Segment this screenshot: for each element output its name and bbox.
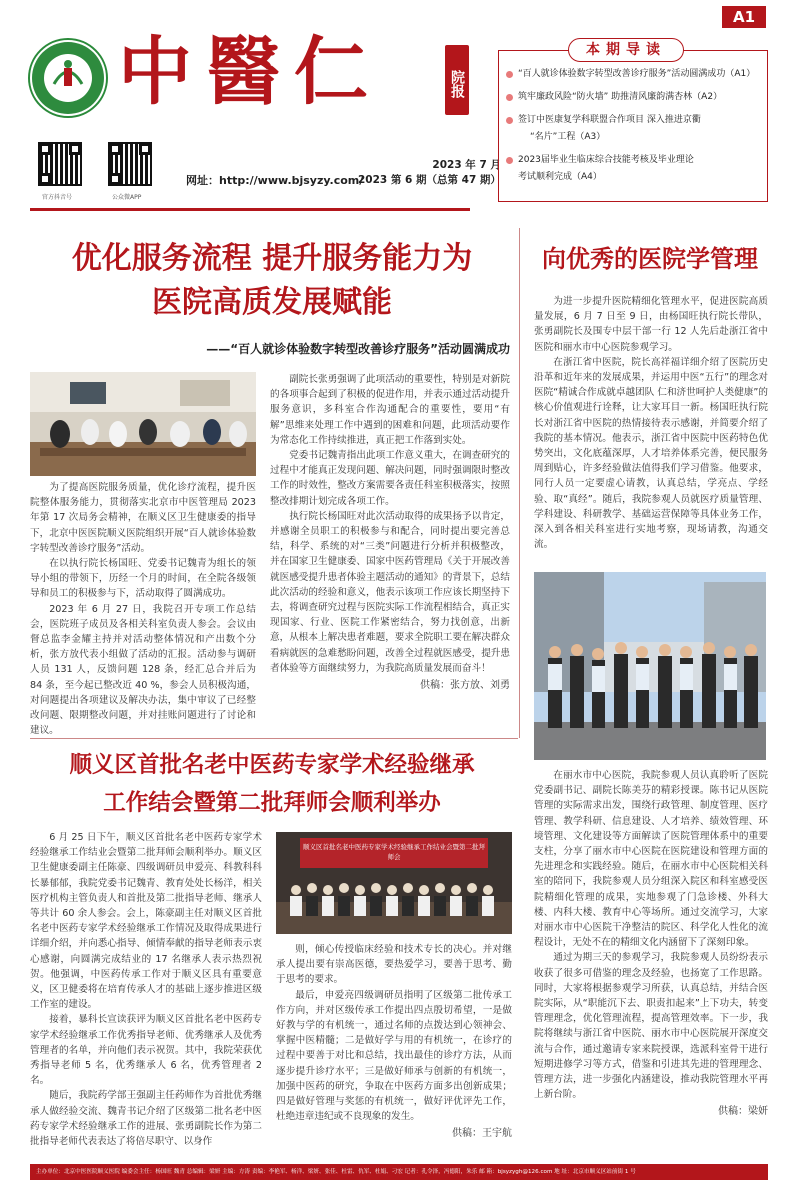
issue-date	[358, 158, 501, 188]
qr-label-douyin: 官方抖音号	[42, 194, 73, 201]
newspaper-badge: 院报	[445, 45, 469, 115]
article3-headline-line2: 工作结会暨第二批拜师会顺利举办	[103, 790, 441, 816]
newspaper-title: 中醫仁	[118, 29, 382, 115]
article1-col2: 副院长张勇强调了此项活动的重要性，特别是对新院的各项事合起到了积极的促进作用，并表示通过活动提升服务意识，多科室合作沟通配合的重要性，要用“有解”思维来处理工作中遇到的困难和问题，此项活动要作为常态化工作持续推进，真正把工作落到实处。 党委书记魏青指出此项工作意义重大，在调查研究的过程中才能真正发现问题、解决问题，同时强调限时整改工作的时效性，整改方案需要各责任科室积极落实，按照整改排期计划完成各项工作。 执行院长杨国旺对此次活动取得的成果扬予以肯定，并感谢全员职工的积极参与和配合，同时提出要完善总结，科学、系统的对“三类”问题进行分析并积极整改，并在国家卫生健康委、国家中医药管理局《关于开展改善就医感受提升患者体验主题活动的通知》的背景下，总结此次活动的经验和意义，他表示该项工作应该长期坚持下去，将调查研究过程与医院实际工作流程相结合，真正实现国家、行业、医院工作紧密结合，努力找创意，出新意，从根本上解决患者难题，要求全院职工要在解决群众看病就医的急难愁盼问题，改善全过程就医感受，提升患者体验等方面继续努力，为我院高质量发展而奋斗！ 供稿：张方放、刘勇	[270, 372, 510, 693]
article1-subhead: ——“百人就诊体验数字转型改善诊疗服务”活动圆满成功	[206, 342, 510, 356]
article2-headline: 向优秀的医院学管理	[542, 245, 758, 273]
guide-item[interactable]: 2023届毕业生临床综合技能考核及毕业理论	[506, 154, 764, 167]
website-url[interactable]: 网址：http://www.bjsyzy.com/	[186, 174, 364, 187]
article1-headline-line1: 优化服务流程 提升服务能力为	[71, 241, 473, 276]
article1-credit: 供稿：张方放、刘勇	[420, 680, 510, 692]
qr-label-app: 公众微APP	[112, 194, 142, 201]
article2-top-text: 为进一步提升医院精细化管理水平，促进医院高质量发展，6 月 7 日至 9 日，由杨国旺执行院长带队，张勇副院长及围专中层干部一行 12 人先后赴浙江省中医院和丽水市中心医院参观学习。 在浙江省中医院，院长高祥福详细介绍了医院历史沿革和近年来的发展成果，并运用中医“五行”的理念对医院“精诚合作成就卓越团队 仁和济世呵护人类健康”的核心价值观进行诠释，让大家耳目一新。杨国旺执行院长对浙江省中医院的热情接待表示感谢，并简要介绍了我院的基本情况。他表示，浙江省中医院中医药特色优势突出，文化底蕴深厚，人才培养体系完善，便民服务周到贴心，许多经验做法值得我们学习借鉴。他要求，同行人员一定要虚心请教，认真总结，学亮点、学经验、取“真经”。随后，我院参观人员就医疗质量管理、学科建设、科研教学、基础运营保障等具体业务工作，深入到各相关科室进行实地考察，现场请教，沟通交流。	[534, 296, 768, 551]
footer-bar	[30, 1164, 768, 1180]
guide-item-continued[interactable]: “名片”工程（A3）	[530, 132, 606, 142]
article3-col1: 6 月 25 日下午，顺义区首批名老中医药专家学术经验继承工作结业会暨第二批拜师会顺利举办。顺义区卫生健康委副主任陈豪、四级调研员申爱亮、科教科科长暴郁郁，我院党委书记魏青、教育处处长杨洋，相关医疗机构主管负责人和首批及第二批指导老师、继承人等共计 60 余人参会。会上，陈豪副主任对顺义区首批名老中医药专家学术经验继承工作情况及取得成果进行详细介绍，并向悉心指导、倾情奉献的指导老师表示衷心感谢，向圆满完成结业的 17 名继承人表示热烈祝贺。他强调，中医药传承工作对于顺义区具有重要意义，区卫健委将在培育传承人才的基础上逐步推进区级工作室的建设。 接着，暴科长宣读获评为顺义区首批名老中医药专家学术经验继承工作优秀指导老师、优秀继承人及优秀管理者的名单，并向他们表示祝贺。其中，我院荣获优秀指导老师 5 名，优秀继承人 6 名，优秀管理者 2 名。 随后，我院药学部王强副主任药师作为首批优秀继承人做经验交流、魏青书记介绍了区级第二批名老中医药专家学术经验继承工作的进展、张勇副院长作为第二批指导老师代表表达了将倍尽职守、以身作	[30, 832, 262, 1148]
article2-photo	[534, 572, 766, 760]
article2-bottom-text: 在丽水市中心医院，我院参观人员认真聆听了医院党委副书记、副院长陈美芬的精彩授课。陈书记从医院管理的实际需求出发，围绕行政管理、制度管理、医疗管理、教学科研、信息建设、人才培养、绩效管理、环境管理、文化建设等方面解读了医院管理体系中的重要支柱，分享了丽水市中心医院在医院建设和管理方面的先进理念和实践经验。随后，在丽水市中心医院相关科室的陪同下，我院参观人员分组深入院区和科室感受医院精细化管理的成果，实地参观了门急诊楼、外科大楼、内科大楼、教育中心等场所。通过交流学习，大家对丽水市中心医院干净整洁的院区、科学化人性化的流程设计，无处不在的精细文化内涵留下了深刻印象。 通过为期三天的参观学习，我院参观人员纷纷表示收获了很多可借鉴的理念及经验，也扬宽了工作思路。同时，大家将根据参观学习所获，认真总结，并结合医院实际，从“职能沉下去、职责扣起来”上下功夫，转变管理理念，优化管理流程，提高管理效率。下一步，我院将继续与浙江省中医院、丽水市中心医院展开深度交流与合作，通过邀请专家来院授课，选派科室骨干进行短期进修学习等方式，借鉴和引进其先进的管理理念、管理方法，进一步强化内涵建设，推动我院管理水平再上新台阶。 供稿：梁妍	[534, 768, 768, 1120]
issue-month: 2023 年 7 月	[432, 159, 501, 171]
guide-title: 本期导读	[568, 38, 684, 62]
article1-col1: 为了提高医院服务质量，优化诊疗流程，提升医院整体服务能力，贯彻落实北京市中医管理局 2023 年第 17 次局务会精神，在顺义区卫生健康委的指导下，北京中医医院顺义医院组织开展“百人就诊体验数字转型改善诊疗服务”活动。 在以执行院长杨国旺、党委书记魏青为组长的领导小组的带领下，历经一个月的时间，在全院各级领导和员工的积极参与下，活动取得了圆满成功。 2023 年 6 月 27 日，我院召开专项工作总结会，医院班子成员及各相关科室负责人参会。会议由督总监李金耀主持并对活动整体情况和产出数个分析，张方放代表小组做了活动的汇报。活动参与调研人员 131 人，反馈问题 128 条，经汇总合并后为 84 条，至今起已整改近 40 %，参会人员积极沟通，对问题提出各项建议及解决办法，集中审议了已经整改问题、限期整改问题，并对挂账问题进行了讨论和建议。	[30, 482, 256, 737]
article2-credit: 供稿：梁妍	[718, 1106, 768, 1118]
article3-col2: 则，倾心传授临床经验和技术专长的决心。并对继承人提出要有崇高医德，要热爱学习，要善于思考、勤于思考的要求。 最后，申爱亮四级调研员指明了区级第二批传承工作方向，并对区级传承工作提出四点殷切希望，一是做好教与学的有机统一，通过名师的点拨达到心领神会、掌握中医精髓；二是做好学与用的有机统一，在诊疗的过程中要善于对比和总结，找出最佳的诊疗方法，从而逐步提升诊疗水平；三是做好师承与创新的有机统一，加强中医药的研究，争取在中医药方面多出创新成果；四是做好管理与奖惩的有机统一，做好评优评先工作，杜绝违章违纪或不良现象的发生。 供稿：王宇航	[276, 942, 512, 1142]
issue-number: 2023 第 6 期（总第 47 期）	[358, 174, 501, 186]
qr-code-icon	[38, 142, 82, 186]
guide-item[interactable]: 筑牢廉政风险“防火墙” 助推清风廉韵满杏林（A2）	[506, 91, 764, 104]
qr-code-icon	[108, 142, 152, 186]
column-divider	[519, 228, 520, 738]
article3-photo	[276, 832, 512, 934]
guide-item[interactable]: “百人就诊体验数字转型改善诊疗服务”活动圆满成功（A1）	[506, 68, 764, 81]
page-number: A1	[722, 6, 766, 28]
article1-headline-line2: 医院高质发展赋能	[152, 285, 392, 320]
guide-list	[506, 68, 764, 194]
masthead-divider	[30, 208, 470, 211]
photo-banner-text: 顺义区首批名老中医药专家学术经验继承工作结业会暨第二批拜师会	[303, 843, 485, 861]
article3-headline-line1: 顺义区首批名老中医药专家学术经验继承	[69, 752, 475, 778]
hospital-logo	[30, 40, 106, 116]
footer-text: 主办单位：北京中医医院顺义医院 编委会主任：杨国旺 魏青 总编辑：梁妍 主编：方涛 责编：李艳军、杨洋、梁妍、张佳、杜雷、仇军、杜娟、刁宏 记者：孔令泽，冯德阳，朱乐 邮 箱：bjsyzygh@126.com 地 址：北京市顺义区站前街 1 号	[36, 1169, 636, 1175]
section-divider	[30, 738, 518, 739]
guide-item[interactable]: 签订中医康复学科联盟合作项目 深入推进京衢	[506, 114, 764, 127]
guide-item-continued[interactable]: 考试顺利完成（A4）	[518, 172, 602, 182]
article1-photo	[30, 372, 256, 476]
article3-credit: 供稿：王宇航	[452, 1128, 512, 1140]
